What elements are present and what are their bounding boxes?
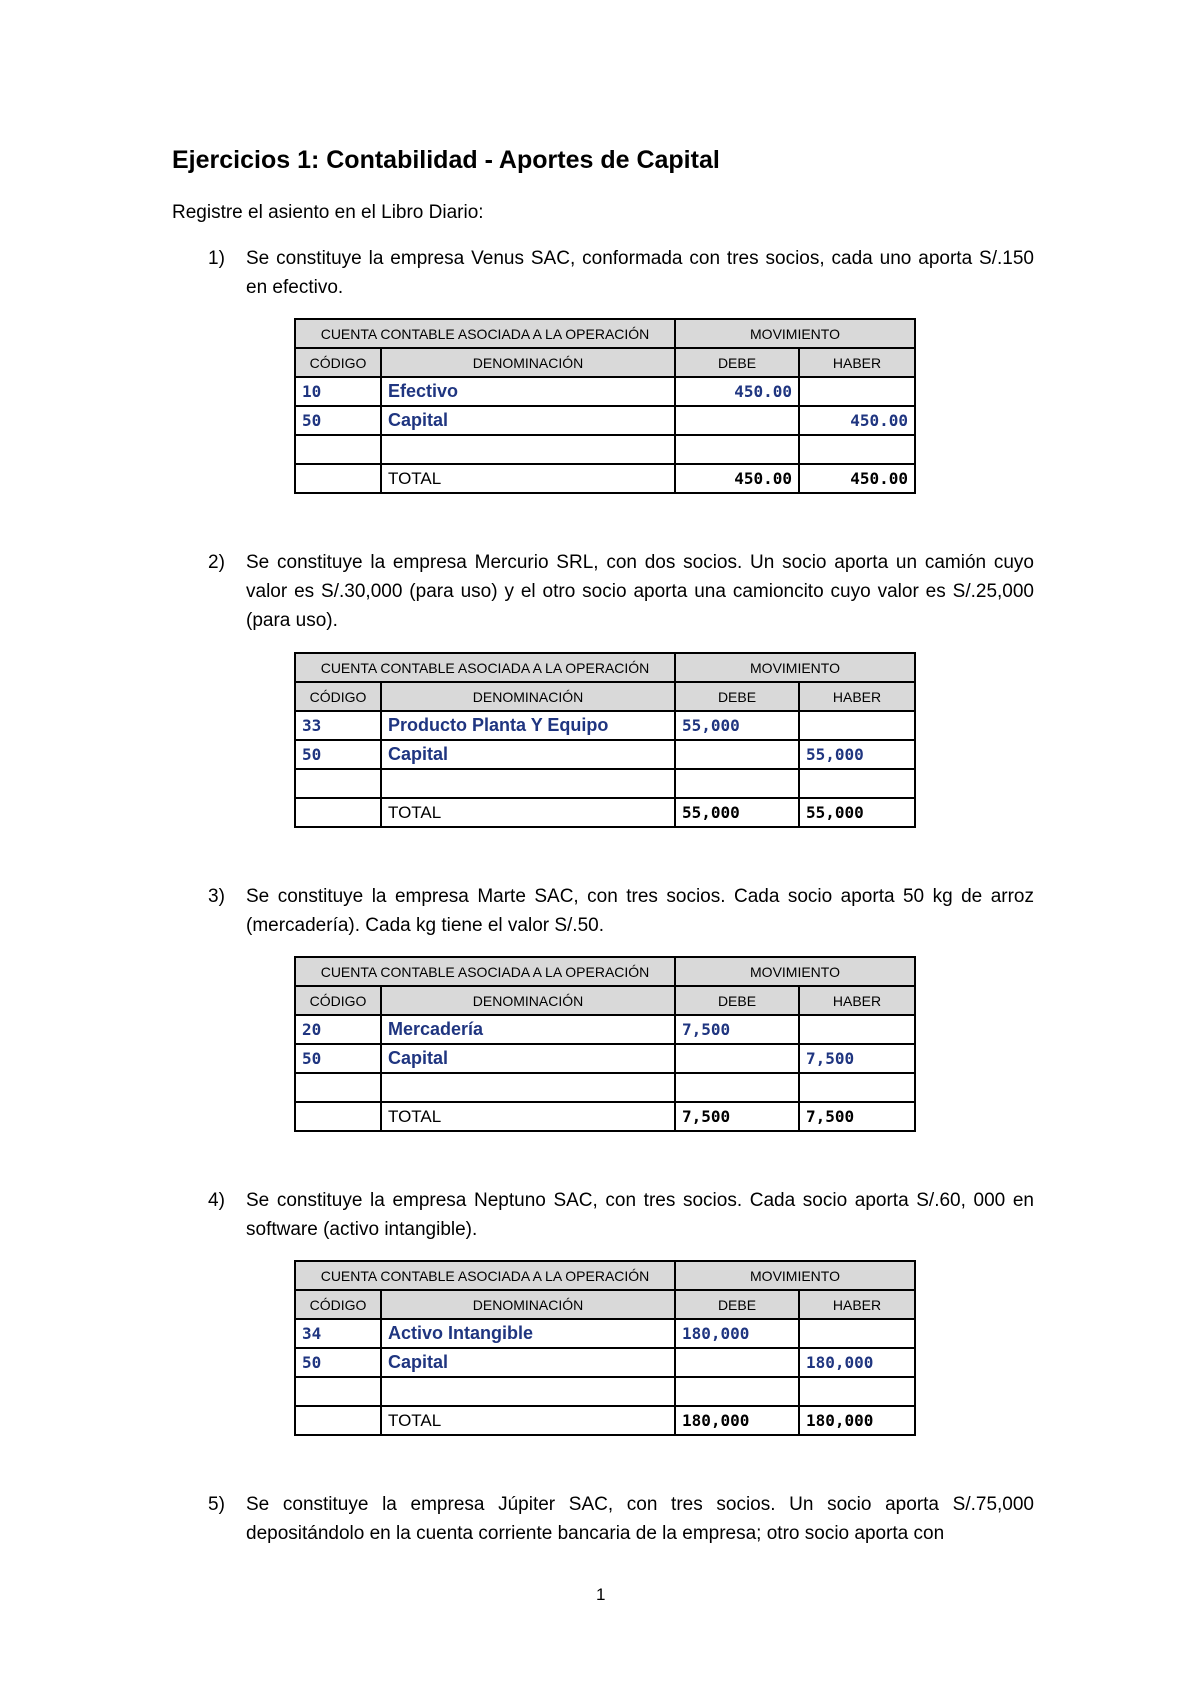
header-haber: HABER — [799, 986, 915, 1015]
cell-codigo: 50 — [295, 1044, 381, 1073]
journal-table-2 — [294, 652, 916, 828]
total-label: TOTAL — [381, 1102, 675, 1131]
cell-haber — [799, 377, 915, 406]
table-row — [295, 1319, 915, 1348]
page-title: Ejercicios 1: Contabilidad - Aportes de Capital — [172, 146, 720, 174]
header-row-columns — [295, 986, 915, 1015]
header-account: CUENTA CONTABLE ASOCIADA A LA OPERACIÓN — [295, 653, 675, 682]
cell-haber — [799, 1319, 915, 1348]
header-debe: DEBE — [675, 986, 799, 1015]
total-label: TOTAL — [381, 1406, 675, 1435]
header-account: CUENTA CONTABLE ASOCIADA A LA OPERACIÓN — [295, 319, 675, 348]
cell-debe — [675, 740, 799, 769]
header-row-group — [295, 957, 915, 986]
header-debe: DEBE — [675, 682, 799, 711]
header-debe: DEBE — [675, 1290, 799, 1319]
cell-haber: 55,000 — [799, 740, 915, 769]
exercise-number: 4) — [208, 1190, 225, 1211]
header-row-group — [295, 319, 915, 348]
cell-denominacion: Mercadería — [381, 1015, 675, 1044]
total-haber: 55,000 — [799, 798, 915, 827]
table-row — [295, 377, 915, 406]
cell-denominacion: Producto Planta Y Equipo — [381, 711, 675, 740]
header-movement: MOVIMIENTO — [675, 319, 915, 348]
header-haber: HABER — [799, 682, 915, 711]
exercise-number: 3) — [208, 886, 225, 907]
header-movement: MOVIMIENTO — [675, 957, 915, 986]
header-codigo: CÓDIGO — [295, 986, 381, 1015]
cell-debe: 7,500 — [675, 1015, 799, 1044]
header-codigo: CÓDIGO — [295, 682, 381, 711]
header-denominacion: DENOMINACIÓN — [381, 348, 675, 377]
exercise-text: Se constituye la empresa Marte SAC, con tres socios. Cada socio aporta 50 kg de arroz (mercadería). Cada kg tiene el valor S/.50. — [246, 886, 1034, 936]
table-row — [295, 1015, 915, 1044]
exercise-text: Se constituye la empresa Júpiter SAC, con tres socios. Un socio aporta S/.75,000 depositándolo en la cuenta corriente bancaria de la empresa; otro socio aporta con — [246, 1494, 1034, 1544]
header-row-group — [295, 1261, 915, 1290]
cell-debe: 55,000 — [675, 711, 799, 740]
journal-table-4 — [294, 1260, 916, 1436]
exercise-text: Se constituye la empresa Neptuno SAC, con tres socios. Cada socio aporta S/.60, 000 en software (activo intangible). — [246, 1190, 1034, 1240]
header-debe: DEBE — [675, 348, 799, 377]
exercise-2 — [172, 548, 1034, 635]
exercise-text: Se constituye la empresa Venus SAC, conformada con tres socios, cada uno aporta S/.150 en efectivo. — [246, 248, 1034, 298]
total-row — [295, 798, 915, 827]
table-row — [295, 711, 915, 740]
exercise-number: 5) — [208, 1494, 225, 1515]
header-denominacion: DENOMINACIÓN — [381, 1290, 675, 1319]
total-label: TOTAL — [381, 464, 675, 493]
header-haber: HABER — [799, 1290, 915, 1319]
header-denominacion: DENOMINACIÓN — [381, 682, 675, 711]
empty-row — [295, 769, 915, 798]
cell-debe: 450.00 — [675, 377, 799, 406]
exercise-number: 2) — [208, 552, 225, 573]
table-row — [295, 406, 915, 435]
cell-debe — [675, 1348, 799, 1377]
exercise-5 — [172, 1490, 1034, 1548]
exercise-number: 1) — [208, 248, 225, 269]
empty-row — [295, 435, 915, 464]
cell-haber: 7,500 — [799, 1044, 915, 1073]
header-codigo: CÓDIGO — [295, 1290, 381, 1319]
header-haber: HABER — [799, 348, 915, 377]
cell-denominacion: Capital — [381, 740, 675, 769]
header-account: CUENTA CONTABLE ASOCIADA A LA OPERACIÓN — [295, 957, 675, 986]
header-movement: MOVIMIENTO — [675, 1261, 915, 1290]
cell-codigo: 34 — [295, 1319, 381, 1348]
cell-haber — [799, 711, 915, 740]
total-haber: 450.00 — [799, 464, 915, 493]
cell-denominacion: Capital — [381, 1348, 675, 1377]
header-row-columns — [295, 682, 915, 711]
total-debe: 55,000 — [675, 798, 799, 827]
header-row-columns — [295, 348, 915, 377]
cell-denominacion: Activo Intangible — [381, 1319, 675, 1348]
total-haber: 7,500 — [799, 1102, 915, 1131]
header-denominacion: DENOMINACIÓN — [381, 986, 675, 1015]
total-debe: 180,000 — [675, 1406, 799, 1435]
page-number: 1 — [596, 1585, 606, 1604]
table-row — [295, 1348, 915, 1377]
header-codigo: CÓDIGO — [295, 348, 381, 377]
table-row — [295, 740, 915, 769]
cell-codigo: 33 — [295, 711, 381, 740]
cell-codigo: 50 — [295, 1348, 381, 1377]
total-debe: 7,500 — [675, 1102, 799, 1131]
table-row — [295, 1044, 915, 1073]
cell-denominacion: Capital — [381, 406, 675, 435]
cell-codigo: 20 — [295, 1015, 381, 1044]
cell-debe — [675, 1044, 799, 1073]
journal-table-3 — [294, 956, 916, 1132]
intro-text: Registre el asiento en el Libro Diario: — [172, 202, 484, 223]
exercise-4 — [172, 1186, 1034, 1244]
exercise-1 — [172, 244, 1034, 302]
empty-row — [295, 1377, 915, 1406]
cell-codigo: 50 — [295, 406, 381, 435]
exercise-text: Se constituye la empresa Mercurio SRL, con dos socios. Un socio aporta un camión cuyo valor es S/.30,000 (para uso) y el otro socio aporta una camioncito cuyo valor es S/.25,000 (para uso). — [246, 552, 1034, 631]
cell-debe: 180,000 — [675, 1319, 799, 1348]
total-haber: 180,000 — [799, 1406, 915, 1435]
total-label: TOTAL — [381, 798, 675, 827]
cell-debe — [675, 406, 799, 435]
cell-haber: 180,000 — [799, 1348, 915, 1377]
journal-table-1 — [294, 318, 916, 494]
header-row-columns — [295, 1290, 915, 1319]
cell-codigo: 10 — [295, 377, 381, 406]
cell-haber: 450.00 — [799, 406, 915, 435]
cell-haber — [799, 1015, 915, 1044]
empty-row — [295, 1073, 915, 1102]
total-row — [295, 1406, 915, 1435]
header-row-group — [295, 653, 915, 682]
cell-denominacion: Capital — [381, 1044, 675, 1073]
total-row — [295, 464, 915, 493]
total-debe: 450.00 — [675, 464, 799, 493]
total-row — [295, 1102, 915, 1131]
header-movement: MOVIMIENTO — [675, 653, 915, 682]
exercise-3 — [172, 882, 1034, 940]
cell-codigo: 50 — [295, 740, 381, 769]
header-account: CUENTA CONTABLE ASOCIADA A LA OPERACIÓN — [295, 1261, 675, 1290]
cell-denominacion: Efectivo — [381, 377, 675, 406]
